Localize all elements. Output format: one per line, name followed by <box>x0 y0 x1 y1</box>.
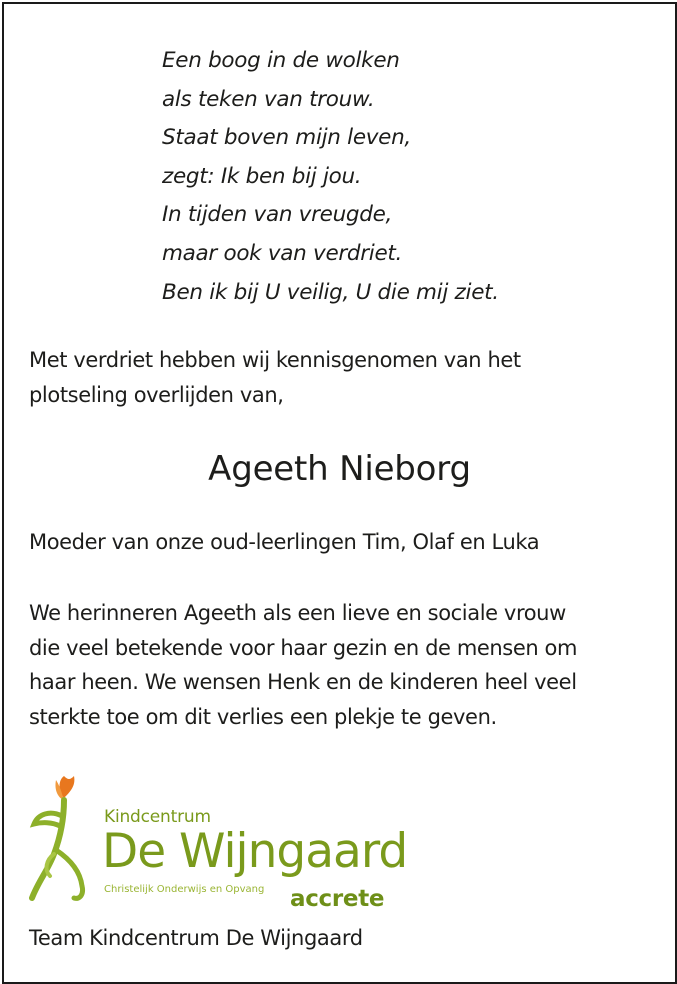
children-line <box>29 525 539 560</box>
logo-brand: accrete <box>290 886 385 912</box>
obituary-card <box>2 2 677 984</box>
signature <box>29 921 363 956</box>
logo-line1: Kindcentrum <box>104 807 211 827</box>
memory-line: haar heen. We wensen Henk en de kinderen heel veel <box>29 670 577 694</box>
poem-line: In tijden van vreugde, <box>162 202 393 228</box>
intro-text <box>29 343 521 412</box>
logo-tagline: Christelijk Onderwijs en Opvang <box>104 884 265 895</box>
children-text: Moeder van onze oud-leerlingen Tim, Olaf en Luka <box>29 530 540 554</box>
poem-line: maar ook van verdriet. <box>162 240 403 266</box>
poem-line: Ben ik bij U veilig, U die mij ziet. <box>162 279 499 305</box>
memory-line: We herinneren Ageeth als een lieve en sociale vrouw <box>29 601 566 625</box>
intro-line: Met verdriet hebben wij kennisgenomen van het <box>29 348 521 372</box>
deceased-name: Ageeth Nieborg <box>208 449 471 489</box>
tulip-figure-icon <box>24 770 104 910</box>
logo-line2: De Wijngaard <box>102 824 408 879</box>
intro-line: plotseling overlijden van, <box>29 382 284 407</box>
poem-line: zegt: Ik ben bij jou. <box>162 163 362 189</box>
poem-line: Een boog in de wolken <box>162 48 400 73</box>
memory-text <box>29 596 577 734</box>
poem <box>162 42 499 312</box>
signature-text: Team Kindcentrum De Wijngaard <box>29 926 363 950</box>
memory-line: die veel betekende voor haar gezin en de mensen om <box>29 635 578 660</box>
school-logo <box>24 770 414 920</box>
poem-line: als teken van trouw. <box>162 86 375 112</box>
poem-line: Staat boven mijn leven, <box>162 125 411 151</box>
memory-line: sterkte toe om dit verlies een plekje te geven. <box>29 704 497 729</box>
